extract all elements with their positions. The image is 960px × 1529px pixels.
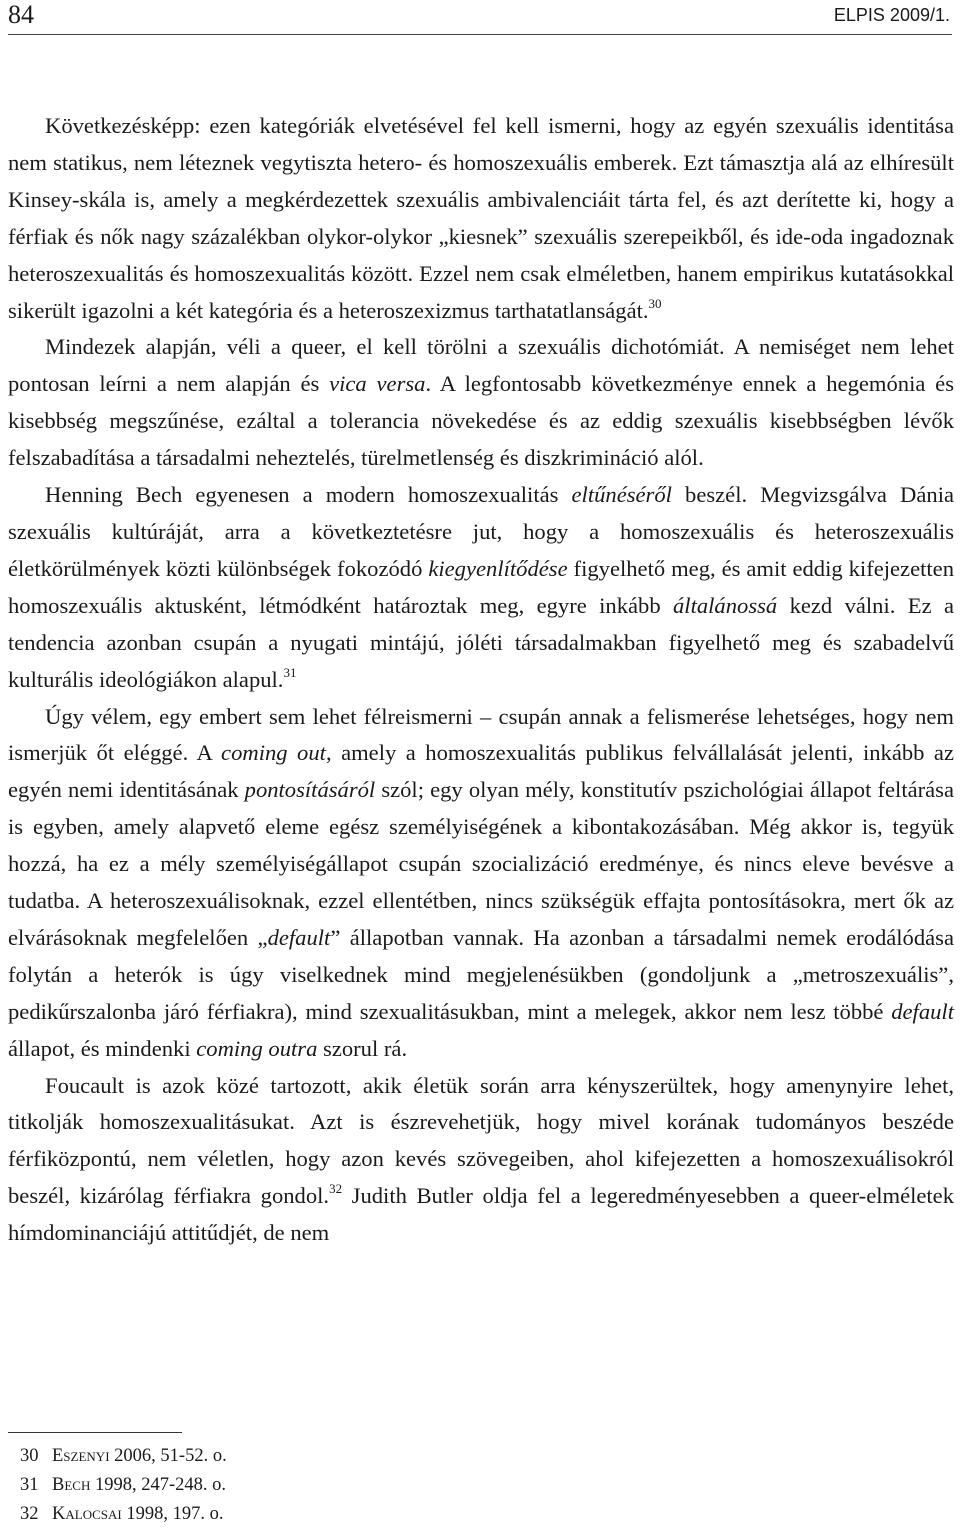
paragraph-text: szorul rá. [317,1035,408,1061]
footnote-number: 32 [20,1504,39,1524]
italic-term: pontosításáról [244,777,376,803]
paragraph-text: . A legfontosabb következménye ennek a hegemónia és kisebbség megszűnése, ezáltal a tolerancia növekedése és az eddig szexuális kisebbségben lévők felszabadítása a társadalmi neheztelés, türelmetlenség és diszkrimináció alól. [8,371,955,471]
paragraph-4 [8,699,954,1068]
paragraph-text: Foucault is azok közé tartozott, akik életük során arra kényszerültek, hogy amenynyire lehet, titkolják homoszexualitásukat. Azt is észrevehetjük, hogy mivel korának tudományos beszéde férfiközpontú, nem véletlen, hogy azon kevés szövegeiben, ahol kifejezetten a homoszexuálisokról beszél, kizárólag férfiakra gondol. [8,1072,954,1209]
paragraph-text: Úgy vélem, egy embert sem lehet félreismerni – csupán annak a felismerése lehetséges, hogy nem ismerjük őt eléggé. A [8,703,954,766]
footnotes [20,1442,227,1529]
footnote [20,1442,227,1471]
footnote-reference: 1998, 247-248. o. [90,1475,227,1495]
paragraph-text: beszél. Megvizsgálva Dánia szexuális kultúráját, arra a következtetésre jut, hogy a homoszexuális és heteroszexuális életkörülmények közti különbségek fokozódó [8,482,954,581]
paragraph-5 [8,1068,954,1253]
paragraph-text: szól; egy olyan mély, konstitutív pszichológiai állapot feltárása is egyben, amely alapvető eleme egész személyiségének a kibontakozásában. Még akkor is, tegyük hozzá, ha ez a mély személyiségállapot csupán szocializáció eredménye, és nincs eleve bevésve a tudatba. A heteroszexuálisoknak, ezzel ellentétben, nincs szükségük effajta pontosításokra, mert ők az elvárásoknak megfelelően „ [8,777,954,950]
paragraph-text: Judith Butler oldja fel a legeredményesebben a queer-elméletek hímdominanciájú attitűdjét, de nem [8,1183,955,1246]
paragraph-text: , amely a homoszexualitás publikus felvállalását jelenti, inkább az egyén nemi identitásának [8,740,954,803]
footnote-reference: 1998, 197. o. [121,1504,224,1524]
italic-term: default [267,924,331,950]
paragraph-text: ” állapotban vannak. Ha azonban a társadalmi nemek erodálódása folytán a heterók is úgy viselkednek mind megjelenésükben (gondoljunk a „metroszexuális”, pedikűrszalonba járó férfiakra), mind szexualitásukban, mint a melegek, akkor nem lesz többé [8,924,954,1024]
footnote-ref: 32 [329,1181,343,1197]
body-text [8,108,954,1252]
paragraph-text: Következésképp: ezen kategóriák elvetésével fel kell ismerni, hogy az egyén szexuális identitása nem statikus, nem léteznek vegytiszta hetero- és homoszexuális emberek. Ezt támasztja alá az elhíresült Kinsey-skála is, amely a megkérdezettek szexuális ambivalenciáit tárta fel, és azt derítette ki, hogy a férfiak és nők nagy százalékban olykor-olykor „kiesnek” szexuális szerepeikből, és ide-oda ingadoznak heteroszexualitás és homoszexualitás között. Ezzel nem csak elméletben, hanem empirikus kutatásokkal sikerült igazolni a két kategória és a heteroszexizmus tarthatatlanságát. [8,113,954,323]
paragraph-text: Mindezek alapján, véli a queer, el kell törölni a szexuális dichotómiát. A nemiséget nem lehet pontosan leírni a nem alapján és [8,334,954,397]
footnote-author: Bech [52,1475,91,1495]
paragraph-text: figyelhető meg, és amit eddig kifejezetten homoszexuális aktusként, létmódként határoztak meg, egyre inkább [8,555,954,618]
footnote-author: Eszenyi [52,1446,110,1466]
italic-term: coming out [221,740,326,766]
header-rule [8,34,952,35]
paragraph-3 [8,477,954,698]
footnote-author: Kalocsai [52,1504,122,1524]
journal-reference: ELPIS 2009/1. [833,5,950,25]
paragraph-text: kezd válni. Ez a tendencia azonban csupán a nyugati mintájú, jóléti társadalmakban figyelhető meg és szabadelvű kulturális ideológiákon alapul. [8,592,954,692]
italic-term: általánossá [673,592,778,618]
paragraph-text: állapot, és mindenki [8,1035,197,1061]
footnote-number: 30 [20,1446,39,1466]
footnote-rule [8,1432,182,1433]
footnote-ref: 30 [648,295,662,311]
footnote-reference: 2006, 51-52. o. [109,1446,227,1466]
footnote [20,1471,227,1500]
italic-term: kiegyenlítődése [428,555,568,581]
paragraph-1 [8,108,954,329]
italic-term: coming outra [196,1035,318,1061]
italic-term: default [891,998,954,1024]
page-number: 84 [8,0,34,29]
footnote [20,1500,227,1529]
footnote-ref: 31 [283,664,297,680]
footnote-number: 31 [20,1475,39,1495]
paragraph-2 [8,329,954,477]
paragraph-text: Henning Bech egyenesen a modern homoszexualitás [45,482,572,508]
italic-term: vica versa [329,371,426,397]
italic-term: eltűnéséről [571,482,672,508]
